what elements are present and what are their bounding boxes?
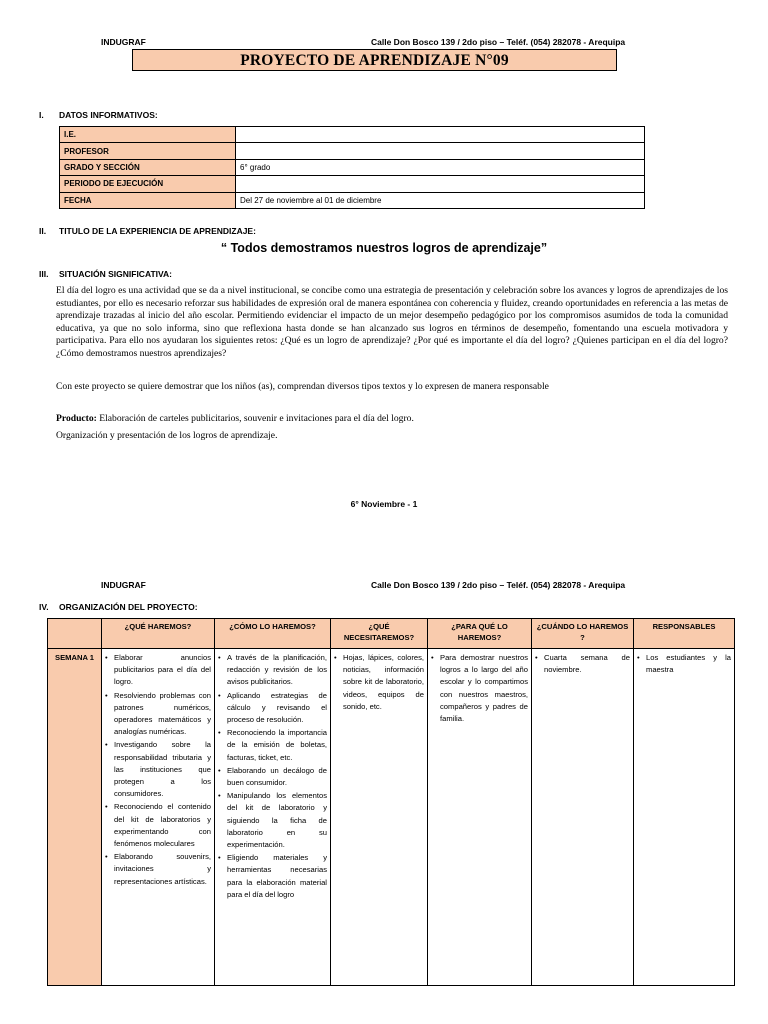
section-3-number: III. [39,269,49,279]
info-value: 6° grado [236,159,645,175]
list-item: • Aplicando estrategias de cálculo y revisando el proceso de resolución. [218,690,327,727]
list-item: • Cuarta semana de noviembre. [535,652,630,676]
col-header-empty [48,619,102,649]
info-label: PROFESOR [60,143,236,159]
header-company: INDUGRAF [101,37,146,47]
info-row [60,192,645,208]
situation-paragraph: El día del logro es una actividad que se da a nivel institucional, se concibe como una estrategia de presentación y celebración sobre los avances y logros de aprendizajes de los estudiantes, por ello es necesario reforzar sus habilidades de expresión oral de manera espontánea con coherencia y fluidez, creando oportunidades en referencia a las metas de aprendizaje trazadas al inicio del año escolar. Permitiendo evidenciar el impacto de un mejor desempeño pedagógico por los compromisos asumidos de toda la comunidad educativa, ya que no solo informa, sino que reflexiona hasta donde se han alcanzado sus logros en términos de desempeño, fomentando una escuela motivadora y participativa. Para ello nos ayudaran los siguientes retos: ¿Qué es un logro de aprendizaje? ¿Por qué es importante el día del logro? ¿Quienes participan en el día del logro? ¿Cómo demostramos nuestros aprendizajes? [56,285,728,359]
que-cell [102,649,215,986]
info-label: FECHA [60,192,236,208]
col-header-como: ¿CÓMO LO HAREMOS? [215,619,331,649]
product-line [56,413,414,424]
list-item: • Investigando sobre la responsabilidad tributaria y las instituciones que protegen a los consumidores. [105,739,211,800]
col-header-necesitaremos: ¿QUÉ NECESITAREMOS? [331,619,428,649]
list-item: • Hojas, lápices, colores, noticias, información sobre kit de laboratorio, videos, equipos de sonido, etc. [334,652,424,713]
info-label: I.E. [60,127,236,143]
section-2-number: II. [39,226,47,236]
col-header-para-que: ¿PARA QUÉ LO HAREMOS? [428,619,532,649]
list-item: • Para demostrar nuestros logros a lo largo del año escolar y lo compartimos con nuestros maestros, compañeros y padres de familia. [431,652,528,725]
list-item: • Los estudiantes y la maestra [637,652,731,676]
info-table [59,126,645,209]
responsables-cell [634,649,735,986]
header-address-page2: Calle Don Bosco 139 / 2do piso – Teléf. (054) 282078 - Arequipa [371,580,626,590]
list-item: • Elaborar anuncios publicitarios para el día del logro. [105,652,211,689]
info-row [60,159,645,175]
list-item: • Elaborando un decálogo de buen consumidor. [218,765,327,789]
info-label: PERIODO DE EJECUCIÓN [60,176,236,192]
section-1-number: I. [39,110,44,120]
table-header-row [48,619,735,649]
section-4-title: ORGANIZACIÓN DEL PROYECTO: [59,602,198,612]
product-line-2: Organización y presentación de los logros de aprendizaje. [56,430,278,441]
list-item: • Reconociendo el contenido del kit de laboratorios y experimentando con fenómenos moleculares [105,801,211,850]
para-que-cell [428,649,532,986]
product-label: Producto: [56,413,97,424]
list-item: • Eligiendo materiales y herramientas necesarias para la elaboración material para el día del logro [218,852,327,901]
info-value: Del 27 de noviembre al 01 de diciembre [236,192,645,208]
info-label: GRADO Y SECCIÓN [60,159,236,175]
list-item: • Manipulando los elementos del kit de laboratorio y siguiendo la ficha de laboratorio en su experimentación. [218,790,327,851]
document-title: PROYECTO DE APRENDIZAJE N°09 [132,49,617,71]
col-header-cuando: ¿CUÁNDO LO HAREMOS ? [532,619,634,649]
section-2-heading [39,226,256,236]
purpose-line: Con este proyecto se quiere demostrar que los niños (as), comprendan diversos tipos textos y lo expresen de manera responsable [56,381,549,392]
section-4-number: IV. [39,602,49,612]
product-text: Elaboración de carteles publicitarios, souvenir e invitaciones para el día del logro. [96,413,414,424]
list-item: • Resolviendo problemas con patrones numéricos, operadores matemáticos y analogías numéricas. [105,690,211,739]
como-cell [215,649,331,986]
section-2-title: TITULO DE LA EXPERIENCIA DE APRENDIZAJE: [59,226,256,236]
info-value [236,143,645,159]
section-1-title: DATOS INFORMATIVOS: [59,110,158,120]
header-company-page2: INDUGRAF [101,580,146,590]
col-header-responsables: RESPONSABLES [634,619,735,649]
experience-title: “ Todos demostramos nuestros logros de aprendizaje” [220,241,548,255]
necesitaremos-cell [331,649,428,986]
info-row [60,176,645,192]
table-row [48,649,735,986]
list-item: • Elaborando souvenirs, invitaciones y representaciones artísticas. [105,851,211,888]
section-3-title: SITUACIÓN SIGNIFICATIVA: [59,269,173,279]
col-header-que: ¿QUÉ HAREMOS? [102,619,215,649]
info-value [236,176,645,192]
section-3-heading [39,269,172,279]
list-item: • Reconociendo la importancia de la emisión de boletas, facturas, ticket, etc. [218,727,327,764]
week-cell: SEMANA 1 [48,649,102,986]
header-address: Calle Don Bosco 139 / 2do piso – Teléf. (054) 282078 - Arequipa [371,37,626,47]
section-1-heading [39,110,158,120]
list-item: • A través de la planificación, redacción y revisión de los avisos publicitarios. [218,652,327,689]
info-value [236,127,645,143]
section-4-heading [39,602,198,612]
organization-table [47,618,735,986]
info-row [60,127,645,143]
cuando-cell [532,649,634,986]
info-row [60,143,645,159]
page-footer: 6° Noviembre - 1 [350,499,418,509]
